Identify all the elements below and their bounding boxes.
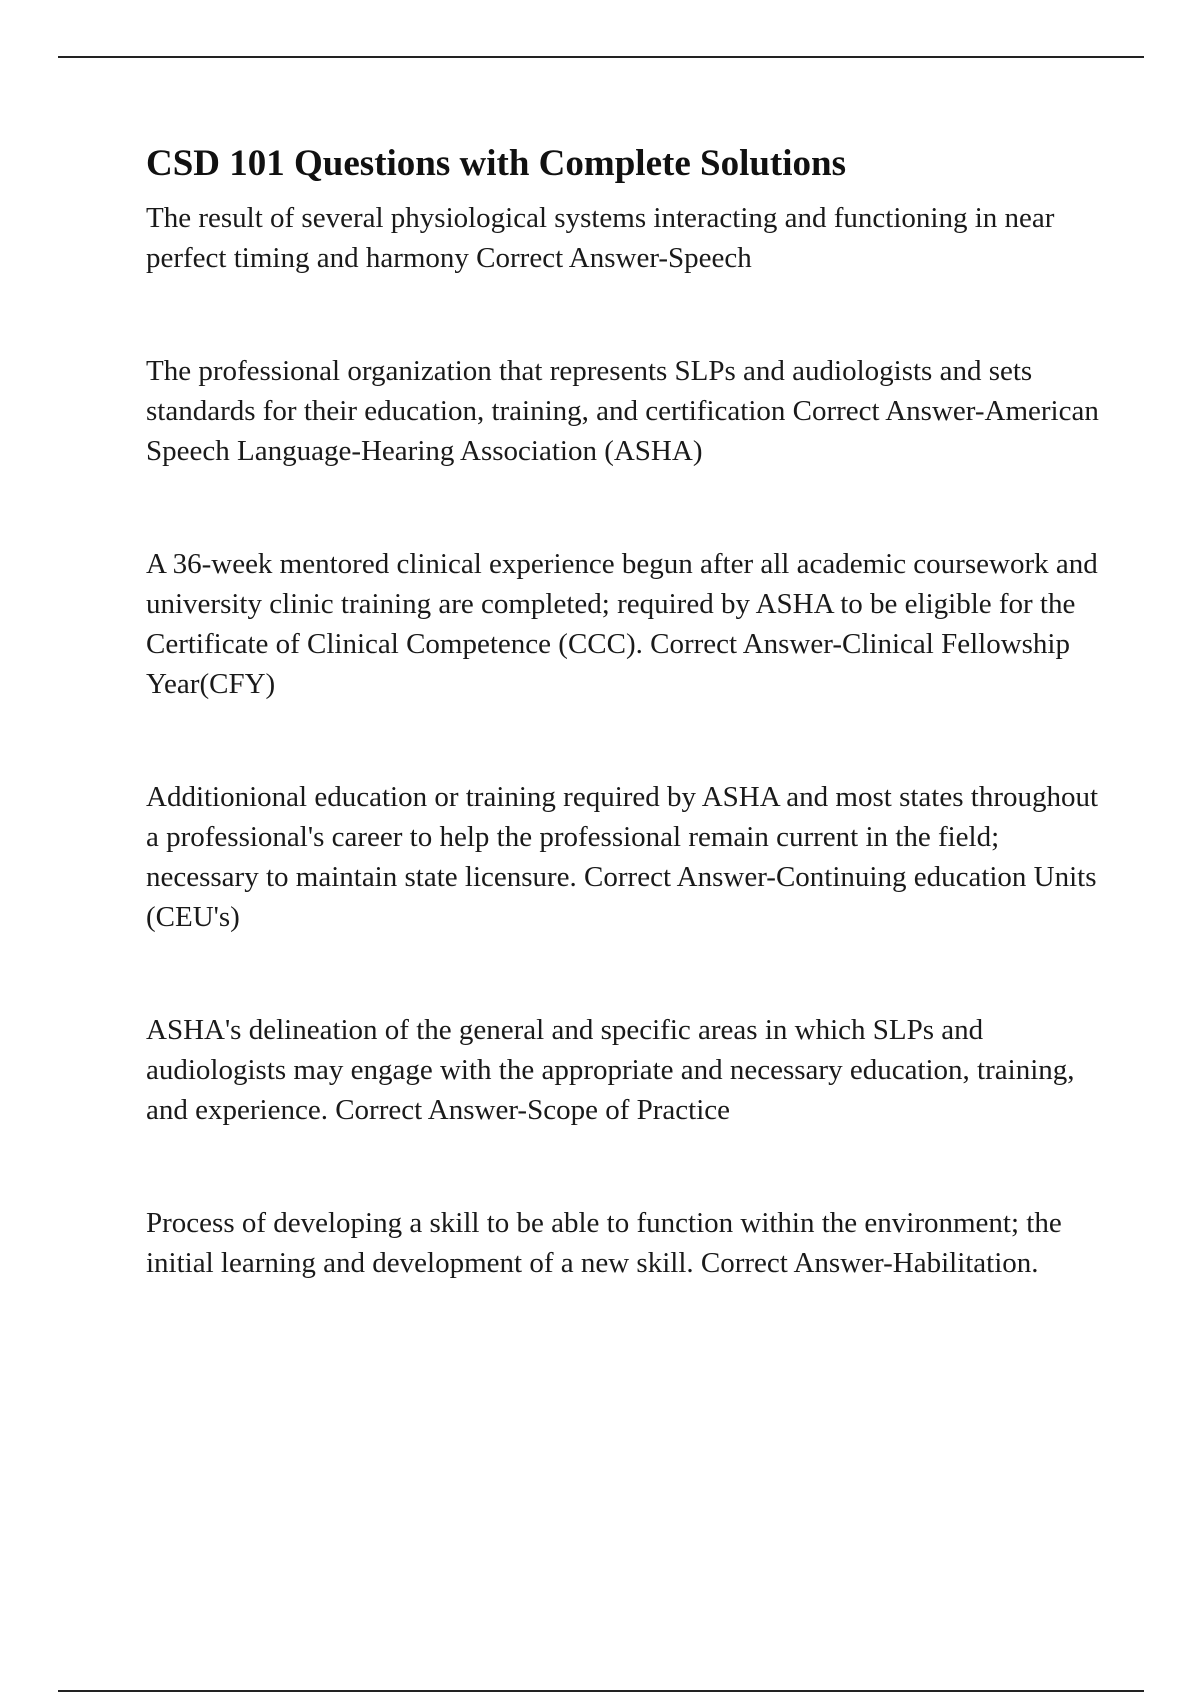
page-top-rule bbox=[58, 56, 1144, 58]
qa-item: A 36-week mentored clinical experience begun after all academic coursework and university clinic training are completed; required by ASHA to be eligible for the Certificate of Clinical Competence (CCC). Correct Answer-Clinical Fellowship Year(CFY) bbox=[146, 548, 1098, 700]
document-title: CSD 101 Questions with Complete Solutions bbox=[146, 143, 847, 184]
qa-item: The professional organization that represents SLPs and audiologists and sets standards for their education, training, and certification Correct Answer-American Speech Language-Hearing Association (ASHA) bbox=[146, 355, 1099, 467]
page-bottom-rule bbox=[58, 1690, 1144, 1692]
qa-item: The result of several physiological systems interacting and functioning in near perfect timing and harmony Correct Answer-Speech bbox=[146, 202, 1055, 274]
qa-list bbox=[146, 198, 1106, 1283]
qa-item: Additionional education or training required by ASHA and most states throughout a professional's career to help the professional remain current in the field; necessary to maintain state licensure. Correct Answer-Continuing education Units (CEU's) bbox=[146, 781, 1099, 933]
qa-item: Process of developing a skill to be able to function within the environment; the initial learning and development of a new skill. Correct Answer-Habilitation. bbox=[146, 1207, 1062, 1279]
qa-item: ASHA's delineation of the general and specific areas in which SLPs and audiologists may engage with the appropriate and necessary education, training, and experience. Correct Answer-Scope of Practice bbox=[146, 1014, 1075, 1126]
document-body bbox=[146, 140, 1106, 1356]
